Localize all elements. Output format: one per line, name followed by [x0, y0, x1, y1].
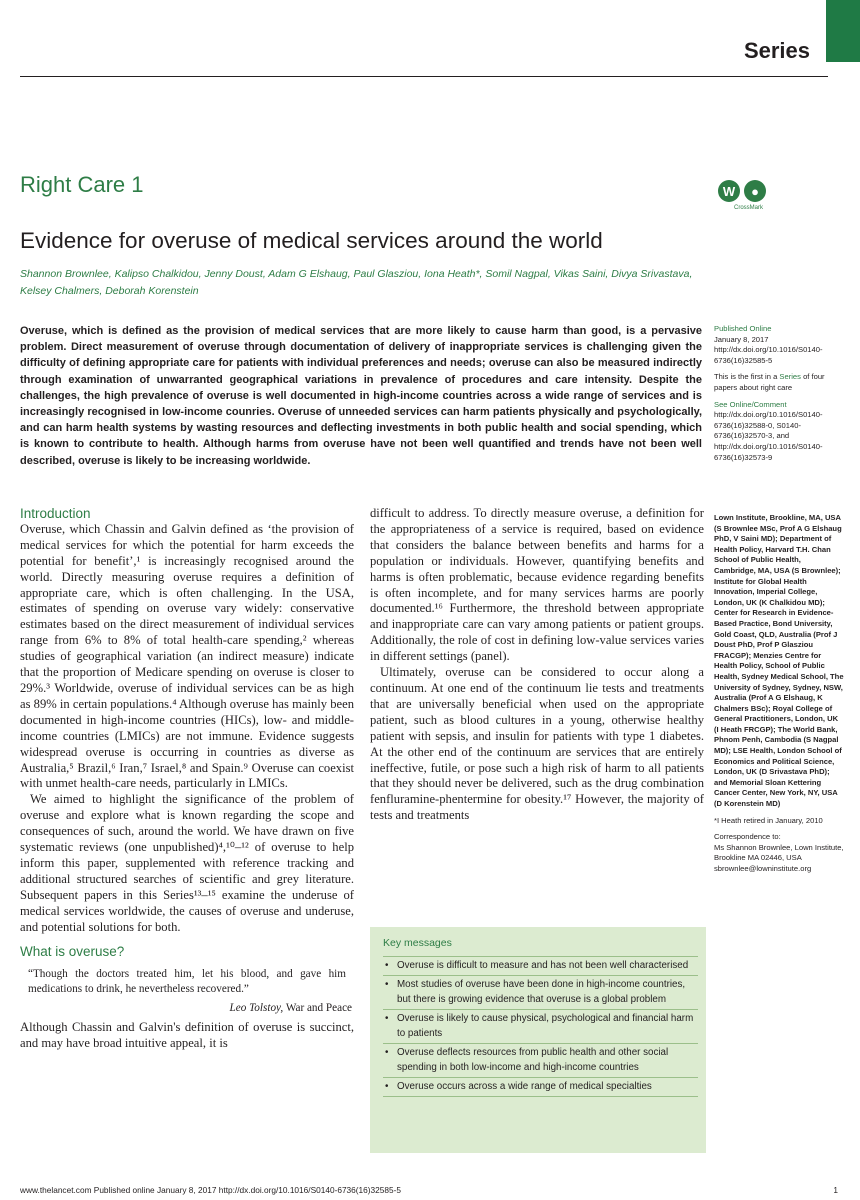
author-list: Shannon Brownlee, Kalipso Chalkidou, Jenny Doust, Adam G Elshaug, Paul Glasziou, Iona Heath*, Somil Nagpal, Vikas Saini, Divya Srivastava, Kelsey Chalmers, Deborah Korenstein — [20, 268, 693, 297]
sidebar-publication — [714, 324, 844, 469]
series-color-tab — [826, 0, 860, 62]
see-comment-links[interactable]: http://dx.doi.org/10.1016/S0140-6736(16)32588-0, S0140-6736(16)32570-3, and http://dx.doi.org/10.1016/S0140-6736(16)32573-9 — [714, 410, 823, 462]
abstract: Overuse, which is defined as the provision of medical services that are more likely to cause harm than good, is a pervasive problem. Direct measurement of overuse through documentation of delivery of inappropriate services is challenging given the difficulty of defining appropriate care for patients with individual preferences and needs; overuse can also be measured indirectly through examination of unwarranted geographical variations in prevalence of procedures and care intensity. Despite the challenges, the high prevalence of overuse is well documented in high-income countries across a wide range of services and is increasingly recognised in low-income counries. Overuse of unneeded services can harm patients physically and psychologically, and can harm health systems by wasting resources and deflecting investments in both public health and social spending, which is known to contribute to health. Although harms from overuse have not been well quantified and trends have not been well described, overuse is likely to be increasing worldwide. — [20, 325, 702, 467]
key-message-item: • Overuse deflects resources from public health and other social spending in both low-income and high-income countries — [383, 1043, 698, 1077]
page-footer — [20, 1185, 838, 1195]
series-link[interactable]: Series — [779, 372, 801, 382]
quote-author: Leo Tolstoy, — [229, 1002, 284, 1015]
introduction-heading: Introduction — [20, 506, 91, 521]
overuse-paragraph: Although Chassin and Galvin's definition of overuse is succinct, and may have broad intuitive appeal, it is — [20, 1020, 354, 1051]
sidebar-affiliations — [714, 513, 844, 881]
key-message-item: • Overuse is likely to cause physical, psychological and financial harm to patients — [383, 1009, 698, 1043]
col2-paragraph-2: Ultimately, overuse can be considered to occur along a continuum. At one end of the continuum lie tests and treatments that are universally beneficial when used on the appropriate patient, such as blood cultures in a young, otherwise healthy patient with sepsis, and insulin for patients with type 1 diabetes. At the other end of the continuum are services that are entirely ineffective, futile, or pose such a high risk of harm to all patients that they should never be delivered, such as the drug combination fenfluramine-phentermine for obesity.¹⁷ However, the majority of tests and treatments — [370, 665, 704, 823]
footer-citation: www.thelancet.com Published online January 8, 2017 http://dx.doi.org/10.1016/S0140-6736(16)32585-5 — [20, 1185, 401, 1195]
quote-work: War and Peace — [283, 1002, 352, 1015]
open-access-icon: W — [718, 180, 740, 202]
body-column-1 — [20, 506, 354, 1052]
retired-note: *I Heath retired in January, 2010 — [714, 815, 823, 825]
crossmark-caption: CrossMark — [734, 205, 764, 211]
published-label: Published Online — [714, 324, 772, 333]
page-number: 1 — [833, 1185, 838, 1195]
epigraph-attribution — [20, 1001, 352, 1016]
series-note-pre: This is the first in a — [714, 372, 780, 382]
key-messages-list — [383, 956, 698, 1097]
crossmark-icon[interactable]: ● — [744, 180, 766, 202]
key-messages-panel — [370, 927, 706, 1153]
crossmark-logos[interactable] — [718, 180, 766, 202]
series-note-post: of four papers about right care — [714, 372, 825, 392]
header-rule — [20, 76, 828, 77]
correspondence-address: Ms Shannon Brownlee, Lown Institute, Brookline MA 02446, USA — [714, 842, 844, 863]
what-is-overuse-heading: What is overuse? — [20, 944, 125, 960]
series-kicker: Right Care 1 — [20, 172, 144, 197]
col2-paragraph-1: difficult to address. To directly measure overuse, a definition for the appropriateness of a service is required, based on evidence that considers the balance between benefits and harms for a population or individuals. However, quantifying benefits and harms is often problematic, because evidence regarding benefits is often incomplete, and for many services harms are poorly documented.¹⁶ Furthermore, the threshold between appropriate and inappropriate care can vary among patients or patient groups. Additionally, the role of cost in defining low-value services varies in different settings (panel). — [370, 506, 704, 664]
correspondence-email[interactable]: sbrownlee@lowninstitute.org — [714, 864, 812, 873]
article-title: Evidence for overuse of medical services around the world — [20, 228, 603, 253]
key-message-item: • Overuse occurs across a wide range of medical specialties — [383, 1077, 698, 1097]
intro-paragraph-1: Overuse, which Chassin and Galvin defined as ‘the provision of medical services for which the potential for harm exceeds the potential for benefit’,¹ is increasingly recognised around the world. Directly measuring overuse requires a definition of appropriate care, which is often challenging. In the USA, estimates of spending on overuse vary widely: conservative estimates based on the direct measurement of individual services range from 6% to 8% of total health-care spending,² whereas studies of geographical variation (an indirect measure) indicate that the proportion of Medicare spending on overuse is closer to 29%.³ Worldwide, overuse of individual services can be as high as 89% in certain populations.⁴ Although overuse has mainly been documented in high-income countries (HICs), low- and middle-income countries (LMICs) are not immune. Evidence suggests widespread overuse is occurring in countries as diverse as Australia,⁵ Brazil,⁶ Iran,⁷ Israel,⁸ and Spain.⁹ Overuse can coexist with unmet health-care needs, particularly in LMICs. — [20, 521, 354, 791]
published-doi[interactable]: http://dx.doi.org/10.1016/S0140-6736(16)32585-5 — [714, 345, 823, 365]
body-column-2 — [370, 506, 704, 824]
correspondence-label: Correspondence to: — [714, 832, 781, 842]
key-messages-title: Key messages — [383, 937, 452, 949]
see-comment-label[interactable]: See Online/Comment — [714, 399, 787, 409]
section-label: Series — [743, 38, 810, 63]
published-date: January 8, 2017 — [714, 334, 769, 344]
key-message-item: • Most studies of overuse have been done in high-income countries, but there is growing evidence that overuse is a global problem — [383, 975, 698, 1009]
key-message-item: • Overuse is difficult to measure and has not been well characterised — [383, 956, 698, 975]
affiliations-text: Lown Institute, Brookline, MA, USA (S Brownlee MSc, Prof A G Elshaug PhD, V Saini MD); Department of Health Policy, Harvard T.H. Chan School of Public Health, Cambridge, MA, USA (S Brownlee); Institute for Global Health Innovation, Imperial College, London, UK (K Chalkidou MD); Center for Research in Evidence-Based Practice, Bond University, Gold Coast, QLD, Australia (Prof J Doust PhD, Prof P Glasziou FRACGP); Menzies Centre for Health Policy, School of Public Health, Sydney Medical School, The University of Sydney, Sydney, NSW, Australia (Prof A G Elshaug, K Chalmers BSc); Royal College of General Practitioners, London, UK (I Heath FRCGP); The World Bank, Phnom Penh, Cambodia (S Nagpal MD); LSE Health, London School of Economics and Political Science, London, UK (D Srivastava PhD); and Memorial Sloan Kettering Cancer Center, New York, NY, USA (D Korenstein MD) — [714, 513, 844, 809]
intro-paragraph-2: We aimed to highlight the significance of the problem of overuse and explore what is known regarding the scope and consequences of such, around the world. We have drawn on five systematic reviews (one unpublished)⁴,¹⁰–¹² of overuse to help inform this paper, supplemented with reference tracking and additional structured searches of scientific and grey literature. Subsequent papers in this Series¹³–¹⁵ examine the underuse of medical services worldwide, the causes of overuse and underuse, and potential solutions for both. — [20, 792, 354, 934]
epigraph-quote: “Though the doctors treated him, let his blood, and gave him medications to drink, he nevertheless recovered.” — [28, 968, 346, 996]
